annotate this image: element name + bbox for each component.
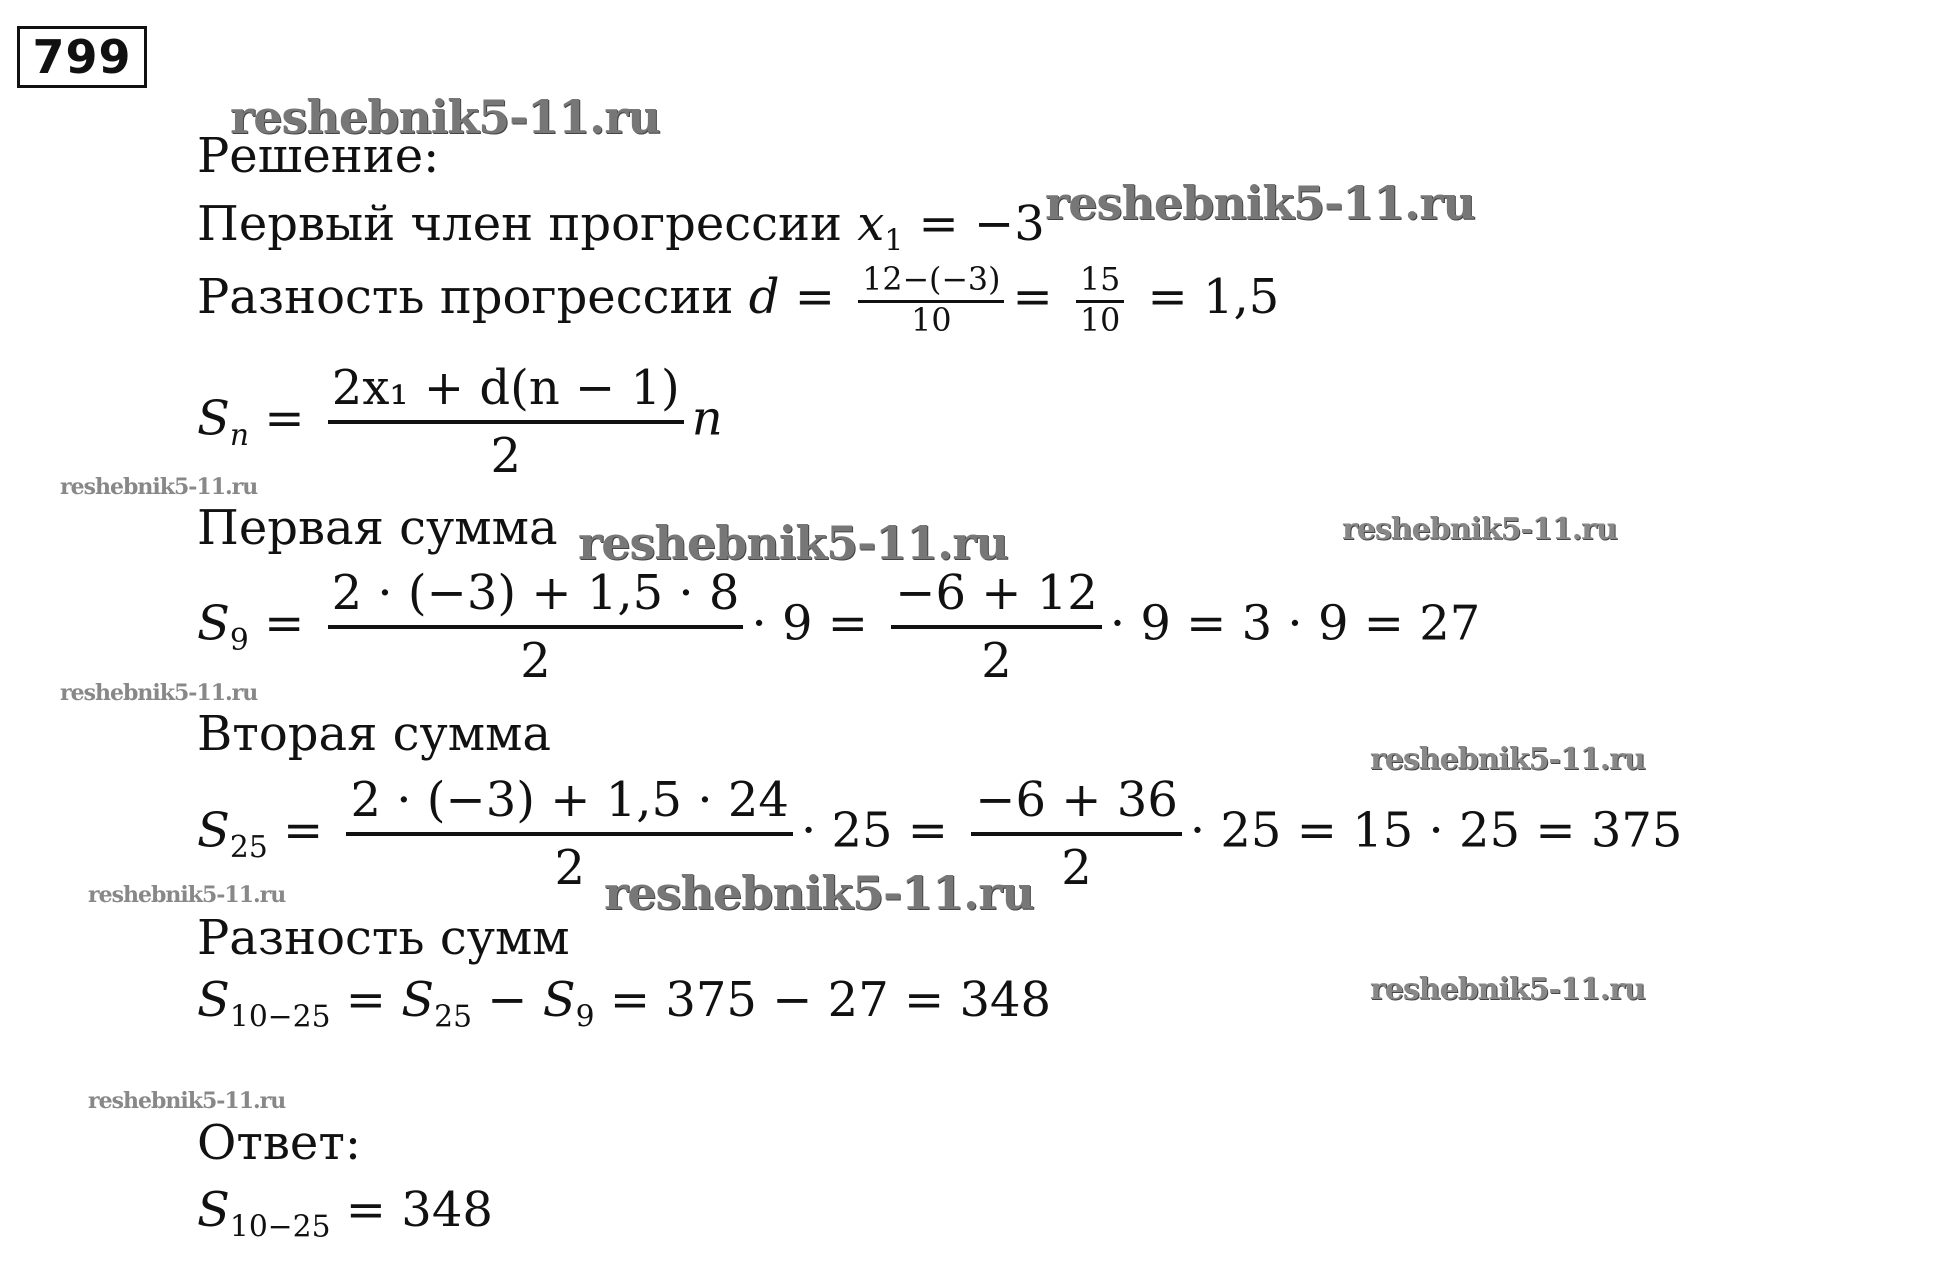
watermark: reshebnik5-11.ru bbox=[1370, 742, 1645, 777]
difference-var: d bbox=[748, 269, 780, 325]
first-term-text: Первый член прогрессии bbox=[197, 196, 842, 252]
sum-formula: $S_n$ = $\frac{\text{2x₁ + d(n − 1)}}{2}$ n bbox=[197, 360, 723, 484]
difference-line: Разность прогрессии d = $\frac{12-(-3)}{10}$ = $\frac{15}{10}$ = 1,5 bbox=[197, 262, 1280, 339]
watermark: reshebnik5-11.ru bbox=[88, 882, 286, 908]
watermark: reshebnik5-11.ru bbox=[1370, 972, 1645, 1007]
answer-label: Ответ: bbox=[197, 1115, 362, 1171]
first-sum-label: Первая сумма bbox=[197, 500, 558, 556]
first-sum-fraction-1: $\frac{2 \cdot (-3) + 1,5 \cdot 8}{2}$ bbox=[328, 565, 744, 689]
watermark: reshebnik5-11.ru bbox=[578, 516, 1008, 570]
solution-heading: Решение: bbox=[197, 128, 440, 184]
first-term-expr: $x_1 = -3$ bbox=[857, 196, 1045, 259]
problem-number: 799 bbox=[17, 26, 147, 88]
difference-text: Разность прогрессии bbox=[197, 269, 734, 325]
difference-fraction-2: $\frac{15}{10}$ bbox=[1076, 262, 1124, 339]
watermark: reshebnik5-11.ru bbox=[60, 680, 258, 706]
watermark: reshebnik5-11.ru bbox=[604, 866, 1034, 920]
difference-of-sums-label: Разность сумм bbox=[197, 910, 570, 966]
second-sum-fraction-1: $\frac{2 \cdot (-3) + 1,5 \cdot 24}{2}$ bbox=[346, 772, 792, 896]
first-sum-expr: $S_9$ = $\frac{2 \cdot (-3) + 1,5 \cdot 8}{2}$ · 9 = $\frac{-6 + 12}{2}$ · 9 = 3 · 9 = 27 bbox=[197, 565, 1481, 689]
first-sum-fraction-2: $\frac{-6 + 12}{2}$ bbox=[891, 565, 1102, 689]
sum-formula-fraction: $\frac{\text{2x₁ + d(n − 1)}}{2}$ bbox=[328, 360, 684, 484]
watermark: reshebnik5-11.ru bbox=[88, 1088, 286, 1114]
difference-result: = 1,5 bbox=[1147, 269, 1280, 325]
answer-expr: $S_{10-25} = 348$ bbox=[197, 1182, 493, 1245]
second-sum-label: Вторая сумма bbox=[197, 706, 552, 762]
difference-fraction-1: $\frac{12-(-3)}{10}$ bbox=[858, 262, 1004, 339]
second-sum-fraction-2: $\frac{-6 + 36}{2}$ bbox=[971, 772, 1182, 896]
difference-of-sums-expr: $S_{10-25} = S_{25} - S_9 = 375 - 27 = 348$ bbox=[197, 972, 1052, 1035]
watermark: reshebnik5-11.ru bbox=[230, 90, 660, 144]
watermark: reshebnik5-11.ru bbox=[60, 474, 258, 500]
watermark: reshebnik5-11.ru bbox=[1342, 512, 1617, 547]
watermark: reshebnik5-11.ru bbox=[1045, 176, 1475, 230]
second-sum-expr: $S_{25}$ = $\frac{2 \cdot (-3) + 1,5 \cdot 24}{2}$ · 25 = $\frac{-6 + 36}{2}$ · 25 = 15 · 25 = 375 bbox=[197, 772, 1683, 896]
first-term-line bbox=[197, 196, 1045, 258]
